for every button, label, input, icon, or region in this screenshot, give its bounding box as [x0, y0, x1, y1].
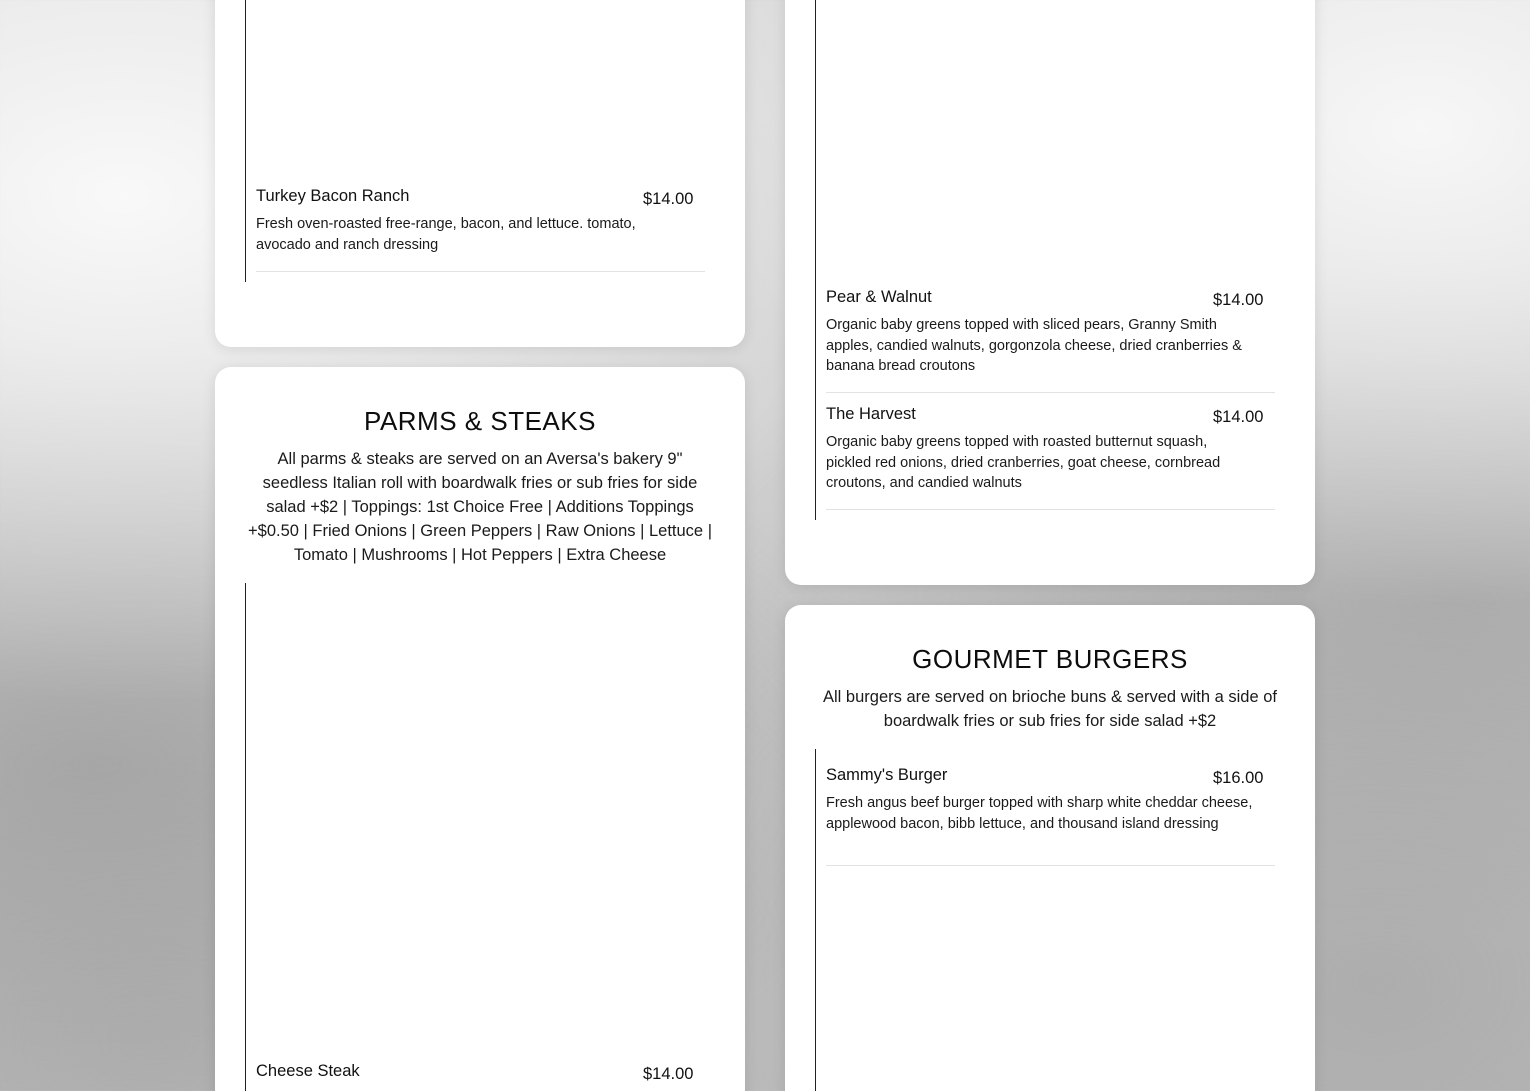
menu-item-pear-walnut[interactable] — [826, 283, 1275, 393]
item-price: $14.00 — [1213, 291, 1264, 309]
gourmet-burgers-card — [785, 605, 1315, 1091]
item-name: Sammy's Burger — [826, 766, 948, 784]
menu-item-sammys-burger[interactable] — [826, 761, 1275, 866]
section-title: PARMS & STEAKS — [364, 406, 596, 436]
section-title: GOURMET BURGERS — [912, 644, 1188, 674]
menu-item-turkey-bacon-ranch[interactable] — [256, 182, 705, 272]
item-price: $16.00 — [1213, 769, 1264, 787]
burgers-item-list — [815, 749, 1276, 1091]
sandwiches-item-list — [245, 0, 706, 282]
item-price: $14.00 — [1213, 408, 1264, 426]
item-description: Organic baby greens topped with roasted butternut squash, pickled red onions, dried cranberries, goat cheese, cornbread croutons, and candied walnuts — [826, 434, 1221, 491]
salads-item-list — [815, 0, 1276, 520]
sandwiches-card — [215, 0, 745, 347]
item-name: The Harvest — [826, 405, 916, 423]
item-description: Fresh oven-roasted free-range, bacon, and lettuce. tomato, avocado and ranch dressing — [256, 216, 636, 253]
item-description: Organic baby greens topped with sliced pears, Granny Smith apples, candied walnuts, gorgonzola cheese, dried cranberries & banana bread croutons — [826, 317, 1242, 374]
parms-steaks-card — [215, 367, 745, 1091]
menu-item-cheese-steak[interactable] — [256, 1057, 705, 1091]
salads-card — [785, 0, 1315, 585]
parms-item-list — [245, 583, 706, 1091]
item-name: Turkey Bacon Ranch — [256, 187, 410, 205]
item-name: Pear & Walnut — [826, 288, 932, 306]
menu-item-the-harvest[interactable] — [826, 400, 1275, 510]
section-description: All parms & steaks are served on an Aversa's bakery 9" seedless Italian roll with boardwalk fries or sub fries for side salad +$2 | Toppings: 1st Choice Free | Additions Toppings +$0.50 | Fried Onions | Green Peppers | Raw Onions | Lettuce | Tomato | Mushrooms | Hot Peppers | Extra Cheese — [248, 450, 712, 564]
item-price: $14.00 — [643, 1065, 694, 1083]
item-name: Cheese Steak — [256, 1062, 360, 1080]
item-description: Fresh angus beef burger topped with sharp white cheddar cheese, applewood bacon, bibb lettuce, and thousand island dressing — [826, 795, 1253, 832]
item-price: $14.00 — [643, 190, 694, 208]
section-description: All burgers are served on brioche buns & served with a side of boardwalk fries or sub fries for side salad +$2 — [823, 688, 1277, 730]
